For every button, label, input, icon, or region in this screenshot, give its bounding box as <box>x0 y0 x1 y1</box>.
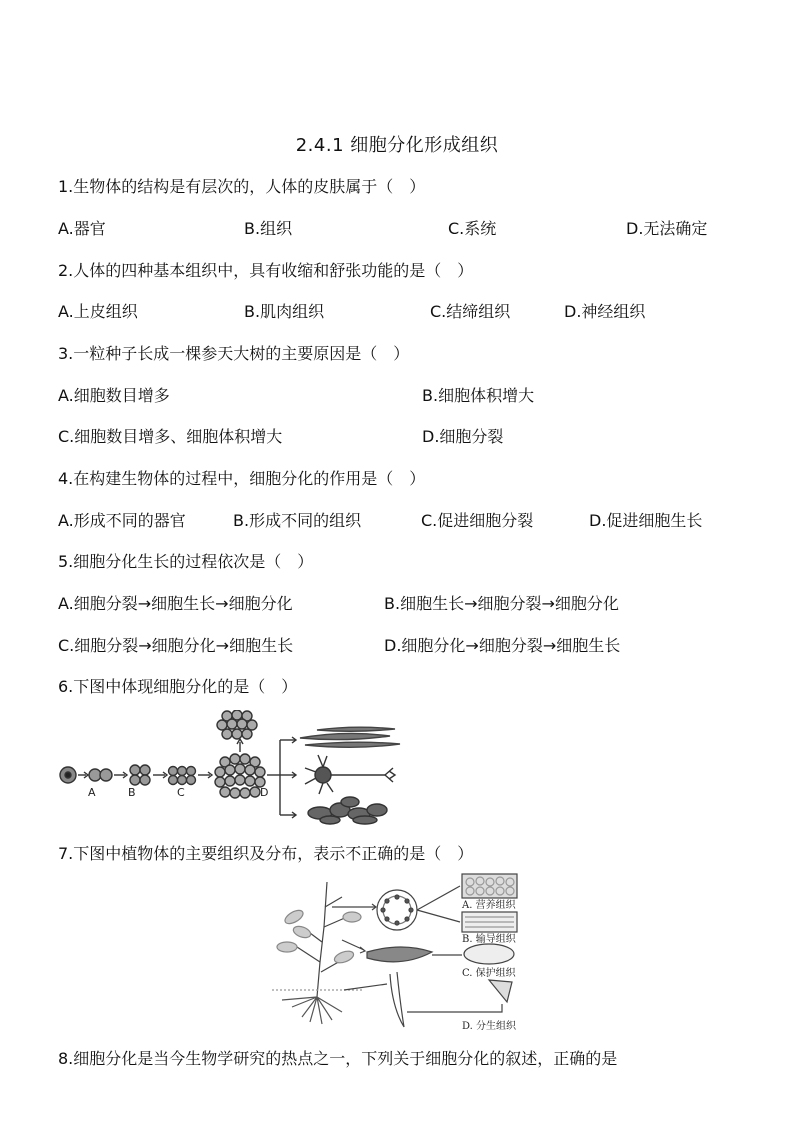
figure-6-label-c: C <box>177 786 185 799</box>
question-1-option-c: C.系统 <box>448 219 497 238</box>
question-3-option-d: D.细胞分裂 <box>422 427 504 446</box>
question-5-option-c: C.细胞分裂→细胞分化→细胞生长 <box>58 636 294 655</box>
question-1-option-a: A.器官 <box>58 219 106 238</box>
question-2-stem: 2.人体的四种基本组织中，具有收缩和舒张功能的是（ ） <box>58 261 474 280</box>
question-3-option-a: A.细胞数目增多 <box>58 386 170 405</box>
question-4-stem: 4.在构建生物体的过程中，细胞分化的作用是（ ） <box>58 469 426 488</box>
question-4-option-d: D.促进细胞生长 <box>589 511 703 530</box>
question-2-option-d: D.神经组织 <box>564 302 646 321</box>
question-1-stem: 1.生物体的结构是有层次的，人体的皮肤属于（ ） <box>58 177 426 196</box>
question-1-option-d: D.无法确定 <box>626 219 708 238</box>
question-5-option-d: D.细胞分化→细胞分裂→细胞生长 <box>384 636 621 655</box>
figure-7-plant-tissues <box>272 872 532 1032</box>
question-4-option-b: B.形成不同的组织 <box>233 511 362 530</box>
question-5-stem: 5.细胞分化生长的过程依次是（ ） <box>58 552 314 571</box>
figure-6-cell-differentiation <box>55 710 415 825</box>
question-7-stem: 7.下图中植物体的主要组织及分布，表示不正确的是（ ） <box>58 844 474 863</box>
page-title: 2.4.1 细胞分化形成组织 <box>295 135 499 156</box>
figure-6-label-b: B <box>128 786 136 799</box>
question-8-stem: 8.细胞分化是当今生物学研究的热点之一，下列关于细胞分化的叙述，正确的是 <box>58 1049 618 1068</box>
question-3-option-c: C.细胞数目增多、细胞体积增大 <box>58 427 283 446</box>
question-2-option-a: A.上皮组织 <box>58 302 138 321</box>
figure-7-label-c: C. 保护组织 <box>462 968 516 979</box>
question-3-stem: 3.一粒种子长成一棵参天大树的主要原因是（ ） <box>58 344 410 363</box>
figure-6-label-d: D <box>260 786 269 799</box>
question-2-option-c: C.结缔组织 <box>430 302 511 321</box>
figure-6-label-a: A <box>88 786 96 799</box>
question-2-option-b: B.肌肉组织 <box>244 302 325 321</box>
figure-7-label-a: A. 营养组织 <box>462 900 516 911</box>
question-5-option-b: B.细胞生长→细胞分裂→细胞分化 <box>384 594 619 613</box>
figure-7-label-d: D. 分生组织 <box>462 1021 517 1032</box>
figure-7-label-b: B. 输导组织 <box>462 934 516 945</box>
question-6-stem: 6.下图中体现细胞分化的是（ ） <box>58 677 298 696</box>
question-3-option-b: B.细胞体积增大 <box>422 386 535 405</box>
question-4-option-a: A.形成不同的器官 <box>58 511 186 530</box>
question-1-option-b: B.组织 <box>244 219 293 238</box>
question-5-option-a: A.细胞分裂→细胞生长→细胞分化 <box>58 594 293 613</box>
question-4-option-c: C.促进细胞分裂 <box>421 511 534 530</box>
